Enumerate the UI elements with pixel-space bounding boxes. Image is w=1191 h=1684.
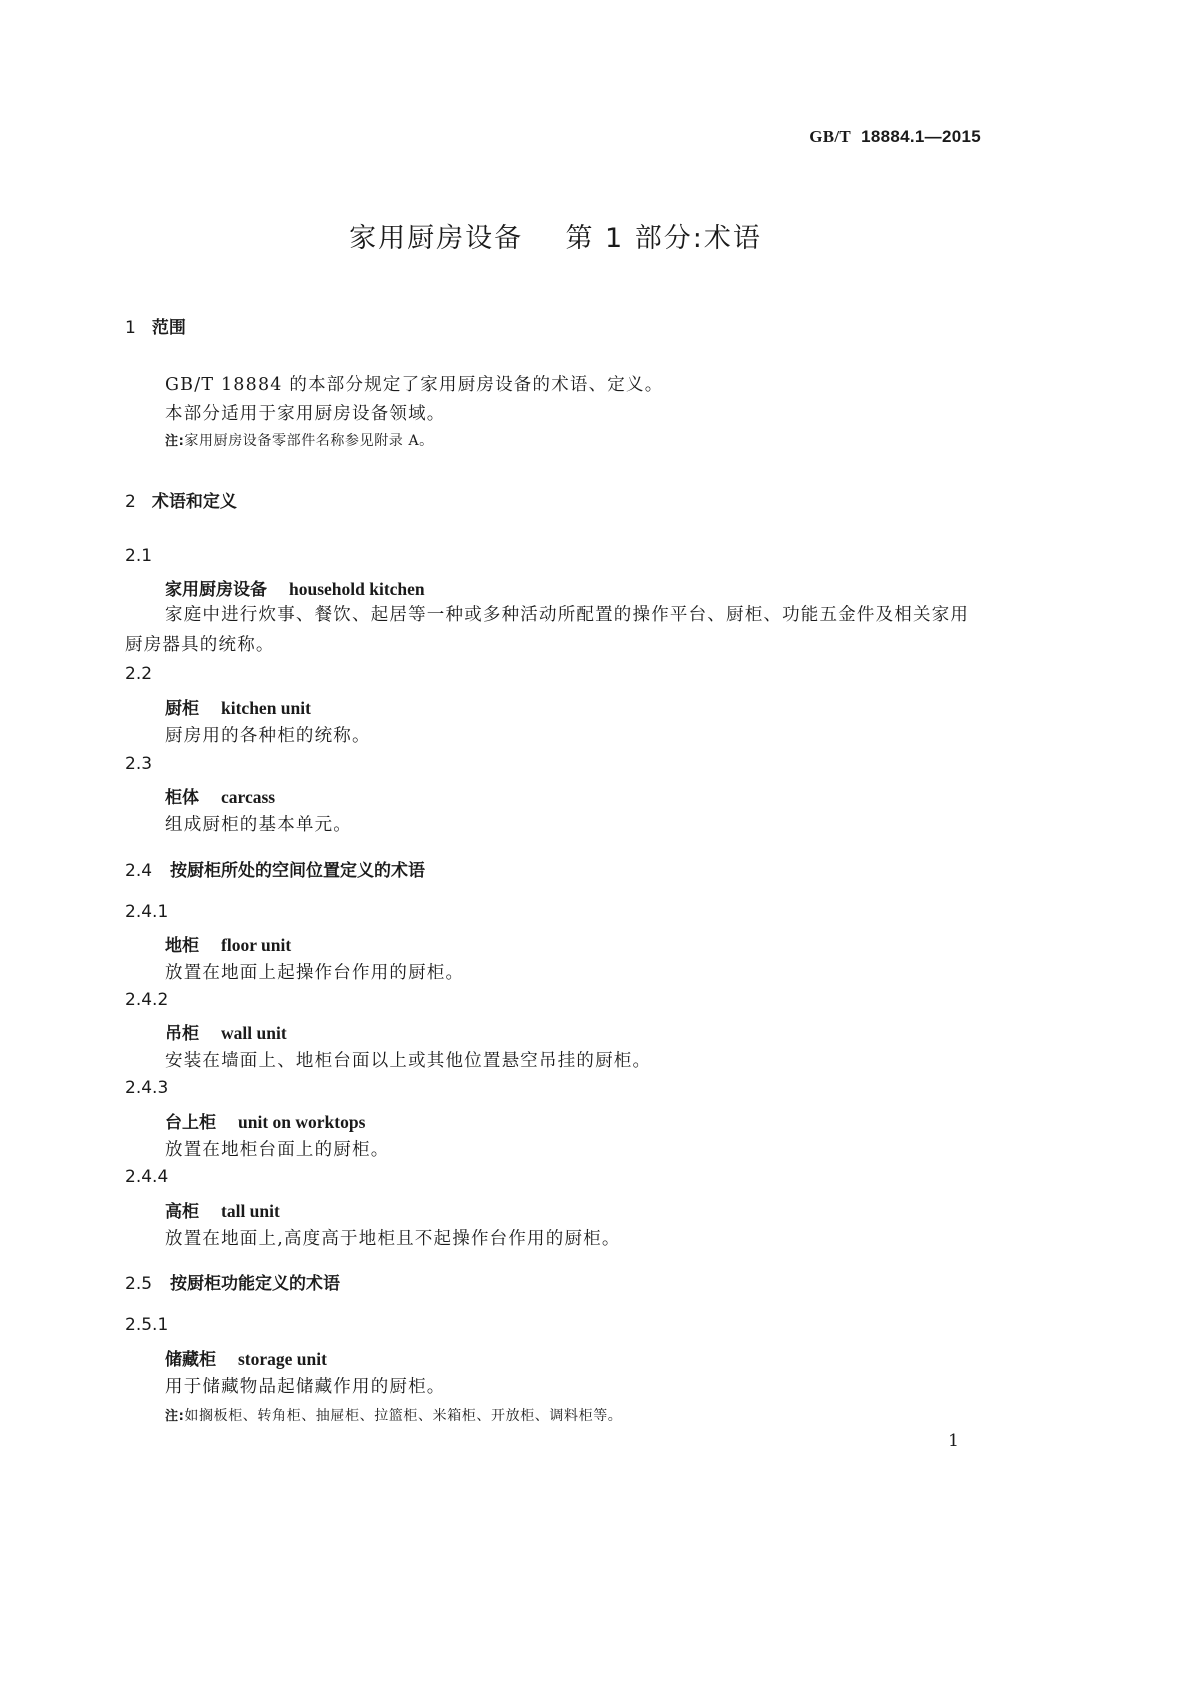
term-en: carcass xyxy=(221,787,276,807)
term-entry xyxy=(165,931,291,956)
term-definition: 放置在地柜台面上的厨柜。 xyxy=(165,1140,390,1160)
clause-number: 2.4.2 xyxy=(125,990,169,1010)
clause-number: 2.5.1 xyxy=(125,1315,169,1335)
section-heading-terms xyxy=(125,487,237,512)
term-zh: 储藏柜 xyxy=(165,1350,216,1370)
clause-number: 2.2 xyxy=(125,664,153,684)
term-en: floor unit xyxy=(221,935,292,955)
clause-number: 2.4.4 xyxy=(125,1167,169,1187)
term-entry xyxy=(165,575,425,600)
clause-number: 2.4.1 xyxy=(125,902,169,922)
subsection-title: 按厨柜功能定义的术语 xyxy=(170,1274,341,1294)
section-title: 范围 xyxy=(151,318,186,338)
term-definition: 家庭中进行炊事、餐饮、起居等一种或多种活动所配置的操作平台、厨柜、功能五金件及相关家用厨房器具的统称。 xyxy=(125,605,970,655)
note-label: 注: xyxy=(165,434,185,449)
section-title: 术语和定义 xyxy=(151,492,237,512)
term-definition: 放置在地面上起操作台作用的厨柜。 xyxy=(165,963,465,983)
page-number: 1 xyxy=(948,1431,959,1451)
scope-note xyxy=(165,430,434,450)
document-title xyxy=(0,216,1111,255)
term-definition: 安装在墙面上、地柜台面以上或其他位置悬空吊挂的厨柜。 xyxy=(165,1051,652,1071)
term-zh: 高柜 xyxy=(165,1202,199,1222)
section-number: 1 xyxy=(125,318,136,338)
term-zh: 吊柜 xyxy=(165,1024,199,1044)
scope-paragraph-2: 本部分适用于家用厨房设备领域。 xyxy=(165,404,446,424)
term-entry xyxy=(165,694,311,719)
term-definition: 组成厨柜的基本单元。 xyxy=(165,815,352,835)
term-note xyxy=(165,1405,622,1425)
term-entry xyxy=(165,1108,365,1133)
section-heading-scope xyxy=(125,313,186,338)
subsection-number: 2.4 xyxy=(125,861,153,881)
term-en: household kitchen xyxy=(289,579,425,599)
title-right: 第 1 部分:术语 xyxy=(565,223,762,254)
title-left: 家用厨房设备 xyxy=(349,223,524,254)
term-zh: 台上柜 xyxy=(165,1113,216,1133)
term-en: kitchen unit xyxy=(221,698,311,718)
term-zh: 地柜 xyxy=(165,936,199,956)
term-entry xyxy=(165,1197,280,1222)
term-en: unit on worktops xyxy=(238,1112,366,1132)
term-entry xyxy=(165,783,275,808)
term-en: storage unit xyxy=(238,1349,327,1369)
subsection-title: 按厨柜所处的空间位置定义的术语 xyxy=(170,861,426,881)
term-en: wall unit xyxy=(221,1023,287,1043)
subsection-number: 2.5 xyxy=(125,1274,153,1294)
term-zh: 柜体 xyxy=(165,788,199,808)
subsection-heading xyxy=(125,1269,340,1294)
clause-number: 2.1 xyxy=(125,546,153,566)
note-text: 如搁板柜、转角柜、抽屉柜、拉篮柜、米箱柜、开放柜、调料柜等。 xyxy=(184,1408,623,1424)
term-en: tall unit xyxy=(221,1201,280,1221)
note-text: 家用厨房设备零部件名称参见附录 A。 xyxy=(184,433,434,449)
scope-paragraph-1: GB/T 18884 的本部分规定了家用厨房设备的术语、定义。 xyxy=(165,375,664,395)
clause-number: 2.4.3 xyxy=(125,1078,169,1098)
term-zh: 厨柜 xyxy=(165,699,199,719)
clause-number: 2.3 xyxy=(125,754,153,774)
section-number: 2 xyxy=(125,492,136,512)
term-zh: 家用厨房设备 xyxy=(165,580,267,600)
term-definition: 用于储藏物品起储藏作用的厨柜。 xyxy=(165,1377,446,1397)
standard-number: 18884.1—2015 xyxy=(861,127,981,146)
term-definition: 厨房用的各种柜的统称。 xyxy=(165,726,371,746)
term-entry xyxy=(165,1019,287,1044)
subsection-heading xyxy=(125,856,425,881)
standard-prefix: GB/T xyxy=(809,127,852,146)
term-definition: 放置在地面上,高度高于地柜且不起操作台作用的厨柜。 xyxy=(165,1229,621,1249)
term-entry xyxy=(165,1345,327,1370)
note-label: 注: xyxy=(165,1409,185,1424)
standard-code xyxy=(809,127,981,147)
